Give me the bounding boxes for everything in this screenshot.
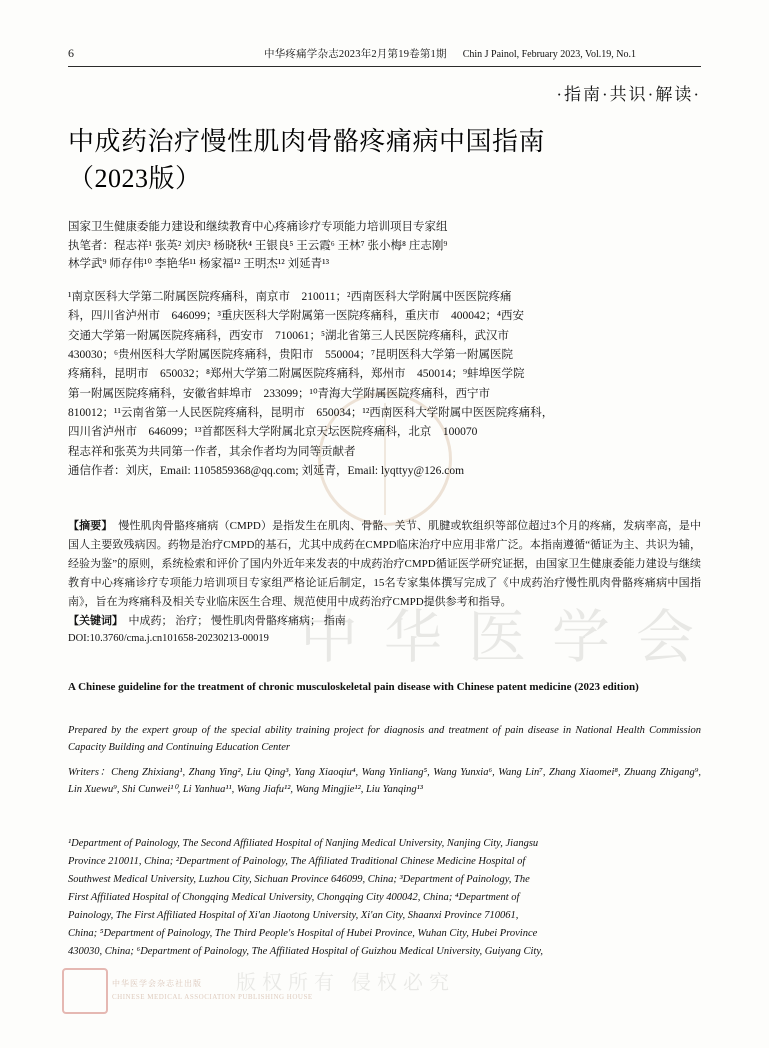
corresponding-author-line: 通信作者：刘庆，Email: 1105859368@qq.com; 刘延青，Email: lyqttyy@126.com: [68, 464, 465, 477]
doi-line: DOI:10.3760/cma.j.cn101658-20230213-00019: [68, 633, 269, 645]
abstract-block: [68, 517, 701, 648]
header-divider: [68, 66, 701, 67]
publisher-stamp-label: 中华医学会杂志社出版: [112, 979, 202, 988]
english-affiliation-line: 430030, China; ⁶Department of Painology, The Affiliated Hospital of Guizhou Medical University, Guiyang City,: [68, 946, 544, 958]
affiliation-line: 第一附属医院疼痛科，安徽省蚌埠市 233099；¹⁰青海大学附属医院疼痛科，西宁市: [68, 387, 491, 400]
english-affiliation-line: Southwest Medical University, Luzhou City, Sichuan Province 646099, China; ³Department of Painology, The: [68, 874, 530, 886]
running-head: [68, 46, 701, 61]
watermark-text: 中华医学会: [300, 603, 721, 671]
english-writers: Writers：Cheng Zhixiang¹, Zhang Ying², Liu Qing³, Yang Xiaoqiu⁴, Wang Yinliang⁵, Wang Yunxia⁶, Wang Lin⁷, Zhang Xiaomei⁸, Zhuang Zhigang⁹, Lin Xuewu⁹, Shi Cunwei¹⁰, Li Yanhua¹¹, Wang Jiafu¹², Wang Mingjie¹², Liu Yanqing¹³: [68, 767, 701, 796]
affiliation-line: 科，四川省泸州市 646099；³重庆医科大学附属第一医院疼痛科，重庆市 400042；⁴西安: [68, 310, 524, 323]
watermark-copyright-text: 版权所有 侵权必究: [236, 972, 455, 994]
expert-group-line: 国家卫生健康委能力建设和继续教育中心疼痛诊疗专项能力培训项目专家组: [68, 221, 448, 233]
affiliation-line: ¹南京医科大学第二附属医院疼痛科，南京市 210011；²西南医科大学附属中医医院疼痛: [68, 291, 512, 303]
affiliation-line: 疼痛科，昆明市 650032；⁸郑州大学第二附属医院疼痛科，郑州市 450014；⁹蚌埠医学院: [68, 368, 525, 381]
title-line-2: （2023版）: [68, 163, 202, 193]
english-affiliation-line: Painology, The First Affiliated Hospital of Xi'an Jiaotong University, Xi'an City, Shaanxi Province 710061,: [68, 910, 519, 922]
title-line-1: 中成药治疗慢性肌肉骨骼疼痛病中国指南: [68, 127, 546, 156]
pen-authors-line-1: 执笔者：程志祥¹ 张英² 刘庆³ 杨晓秋⁴ 王银良⁵ 王云霞⁶ 王林⁷ 张小梅⁸ 庄志刚⁹: [68, 239, 448, 252]
keywords-paragraph: [68, 612, 701, 631]
affiliation-line: 430030；⁶贵州医科大学附属医院疼痛科，贵阳市 550004；⁷昆明医科大学第一附属医院: [68, 348, 514, 361]
page-number: 6: [68, 46, 74, 60]
english-affiliations: [68, 835, 701, 961]
article-category: ·指南·共识·解读·: [556, 85, 701, 104]
author-group-block: [68, 218, 701, 274]
page-title: [68, 124, 701, 198]
english-affiliation-line: First Affiliated Hospital of Chongqing Medical University, Chongqing City 400042, China; ⁴Department of: [68, 892, 520, 904]
publisher-stamp-label-en: CHINESE MEDICAL ASSOCIATION PUBLISHING HOUSE: [112, 993, 313, 1001]
publisher-stamp-icon: [62, 968, 108, 1014]
affiliation-line: 810012；¹¹云南省第一人民医院疼痛科，昆明市 650034；¹²西南医科大学附属中医医院疼痛科，: [68, 406, 554, 419]
affiliation-line: 四川省泸州市 646099；¹³首都医科大学附属北京天坛医院疼痛科，北京 100070: [68, 426, 478, 439]
abstract-label: 【摘要】: [68, 520, 108, 532]
abstract-text: 慢性肌肉骨骼疼痛病（CMPD）是指发生在肌肉、骨骼、关节、肌腱或软组织等部位超过3个月的疼痛，发病率高，是中国人主要致残病因。药物是治疗CMPD的基石，尤其中成药在CMPD临床治疗中应用非常广泛。本指南遵循“循证为主、共识为辅，经验为鉴”的原则，系统检索和评价了国内外近年来发表的中成药治疗CMPD循证医学研究证据，由国家卫生健康委能力建设与继续教育中心疼痛诊疗专项能力培训项目专家组严格论证后制定，15名专家集体撰写完成了《中成药治疗慢性肌肉骨骼疼痛病中国指南》，旨在为疼痛科及相关专业临床医生合理、规范使用中成药治疗CMPD提供参考和指导。: [68, 520, 702, 608]
keywords-label: 【关键词】: [68, 614, 118, 627]
abstract-paragraph: [68, 517, 701, 612]
english-affiliation-line: Province 210011, China; ²Department of Painology, The Affiliated Traditional Chinese Medicine Hospital of: [68, 856, 526, 868]
english-affiliation-line: ¹Department of Painology, The Second Affiliated Hospital of Nanjing Medical University, Nanjing City, Jiangsu: [68, 838, 539, 849]
affiliation-line: 交通大学第一附属医院疼痛科，西安市 710061；⁵湖北省第三人民医院疼痛科，武汉市: [68, 329, 510, 342]
journal-name-en: Chin J Painol, February 2023, Vol.19, No.1: [462, 49, 636, 60]
equal-contribution-note: 程志祥和张英为共同第一作者，其余作者均为同等贡献者: [68, 445, 356, 458]
keywords-text: 中成药； 治疗； 慢性肌肉骨骼疼痛病； 指南: [128, 614, 346, 627]
affiliations-cn: [68, 288, 701, 481]
english-prepared-by: Prepared by the expert group of the special ability training project for diagnosis and treatment of pain disease in National Health Commission Capacity Building and Continuing Education Center: [68, 725, 701, 753]
english-affiliation-line: China; ⁵Department of Painology, The Third People's Hospital of Hubei Province, Wuhan City, Hubei Province: [68, 928, 538, 940]
english-title: A Chinese guideline for the treatment of chronic musculoskeletal pain disease with Chinese patent medicine (2023 edition): [68, 681, 639, 693]
journal-name-cn: 中华疼痛学杂志2023年2月第19卷第1期: [264, 49, 447, 60]
pen-authors-line-2: 林学武⁹ 师存伟¹⁰ 李艳华¹¹ 杨家福¹² 王明杰¹² 刘延青¹³: [68, 258, 330, 271]
